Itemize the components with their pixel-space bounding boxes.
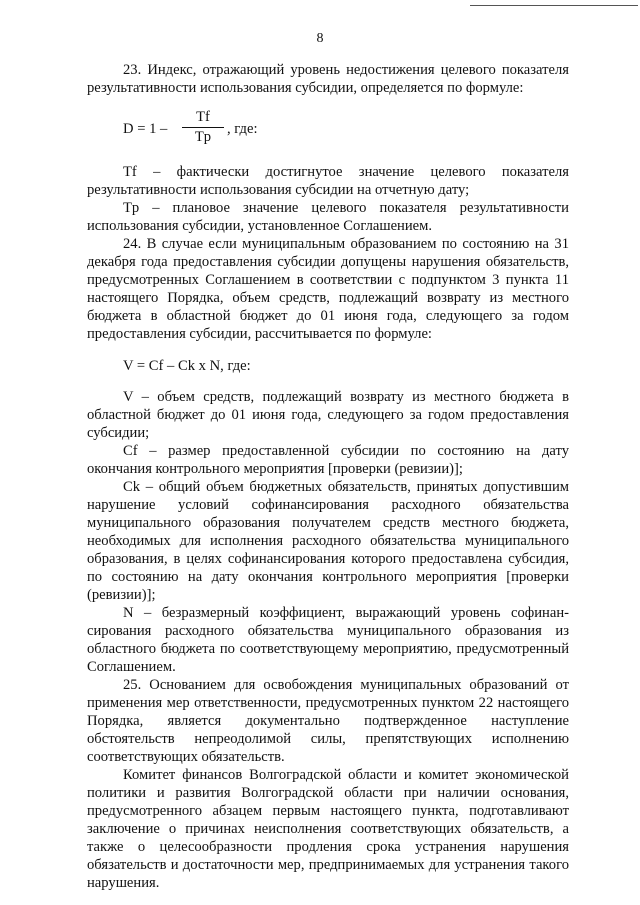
definition-ck: Ck – общий объем бюджетных обязательств, принятых допустившим нарушение условий софинансирования расходного обязательства муниципального образования получателем средств местного бюджета, необходимых для исполнения расходного обязательства муниципального образования, в целях софинансирования которого предоставлена субсидия, по состоянию на дату окончания контрольного мероприятия [проверки (ревизии)];: [87, 479, 569, 603]
page-number: 8: [316, 31, 324, 46]
paragraph-committee: Комитет финансов Волгоградской области и комитет экономической политики и развития Волгоградской области при наличии основания, предусмотренного абзацем первым настоящего пункта, подготавливают заключение о причинах неисполнения соответствующих обязательств, а также о целесообразности продления срока устранения нарушения обязательств и достаточности мер, предпринимаемых для устранения такого нарушения.: [87, 767, 569, 891]
formula-d-fraction: [182, 109, 224, 146]
definition-tf: Tf – фактически достигнутое значение целевого показателя результативности использования субсидии на отчетную дату;: [87, 164, 569, 198]
formula-d-numerator: Tf: [196, 109, 210, 125]
formula-d-lhs: D = 1 –: [123, 121, 168, 137]
spacer: [87, 375, 569, 388]
top-edge-rule: [470, 5, 638, 6]
definition-v: V – объем средств, подлежащий возврату из местного бюджета в областной бюджет до 01 июня года, следующего за годом предоставления субсидии;: [87, 389, 569, 441]
document-body: [87, 61, 569, 892]
spacer: [87, 343, 569, 357]
formula-d: [87, 109, 569, 149]
definition-n: N – безразмерный коэффициент, выражающий уровень софинансирования расходного обязательства муниципального образования из областного бюджета по соответствующему мероприятию, предусмотренный Соглашением.: [87, 605, 569, 675]
paragraph-23: 23. Индекс, отражающий уровень недостижения целевого показателя результативности использования субсидии, определяется по формуле:: [87, 62, 569, 96]
definition-tp: Tp – плановое значение целевого показателя результативности использования субсидии, установленное Соглашением.: [87, 200, 569, 234]
definition-cf: Cf – размер предоставленной субсидии по состоянию на дату окончания контрольного мероприятия [проверки (ревизии)];: [87, 443, 569, 477]
formula-v: V = Cf – Ck x N, где:: [123, 358, 251, 374]
paragraph-25: 25. Основанием для освобождения муниципальных образований от применения мер ответственности, предусмотренных пунктом 22 настоящего Порядка, является документально подтвержденное наступление обстоятельств непреодолимой силы, препятствующих исполнению соответствующих обязательств.: [87, 677, 569, 765]
fraction-bar: [182, 127, 224, 128]
formula-d-denominator: Tp: [194, 129, 212, 145]
paragraph-24: 24. В случае если муниципальным образованием по состоянию на 31 декабря года предоставления субсидии допущены нарушения обязательств, предусмотренных Соглашением в соответствии с подпунктом 3 пункта 11 настоящего Порядка, объем средств, подлежащий возврату из местного бюджета в областной бюджет до 01 июня года, следующего за годом предоставления субсидии, рассчитывается по формуле:: [87, 236, 569, 342]
formula-d-rhs: , где:: [227, 121, 258, 137]
